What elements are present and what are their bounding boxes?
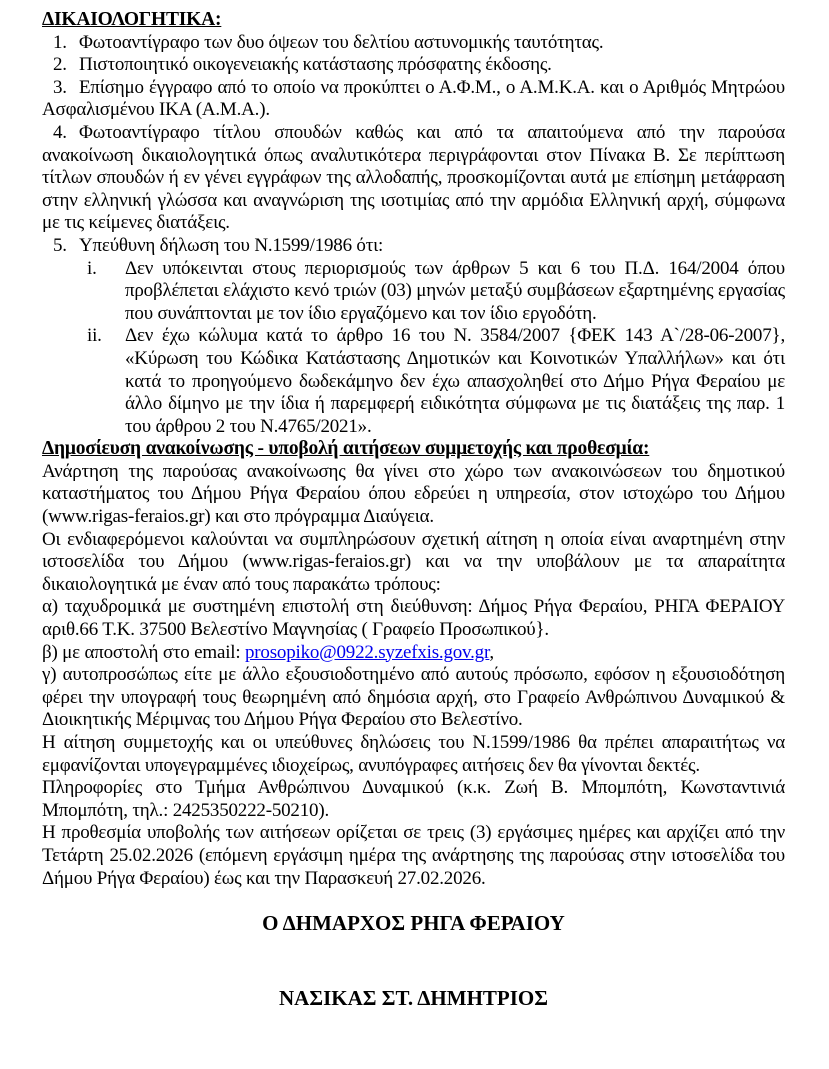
list-item-number: 3. (53, 76, 67, 98)
paragraph-application-instructions: Οι ενδιαφερόμενοι καλούνται να συμπληρώσουν σχετική αίτηση η οποία είναι αναρτημένη στην ιστοσελίδα του Δήμου (www.rigas-feraios.gr) και να την υποβάλουν με τα απαραίτητα δικαιολογητικά με έναν από τους παρακάτω τρόπους: (42, 528, 785, 595)
documents-section-heading (42, 9, 785, 32)
list-item-text: Φωτοαντίγραφο τίτλου σπουδών καθώς και από τα απαιτούμενα από την παρούσα ανακοίνωση δικαιολογητικά όπως αναλυτικότερα περιγράφονται στον Πίνακα Β. Σε περίπτωση τίτλων σπουδών ή εν γένει εγγράφων της αλλοδαπής, προσκομίζονται αυτά με επίσημη μετάφραση στην ελληνική γλώσσα και αναγνώριση της ισοτιμίας από την αρμόδια Ελληνική αρχή, σύμφωνα με τις κείμενες διατάξεις. (42, 121, 785, 234)
required-doc-item-4 (42, 122, 785, 235)
submission-method-c: γ) αυτοπροσώπως είτε με άλλο εξουσιοδοτημένο από αυτούς πρόσωπο, εφόσον η εξουσιοδότηση φέρει την υπογραφή τους θεωρημένη από δημόσια αρχή, στο Γραφείο Ανθρώπινου Δυναμικού & Διοικητικής Μέριμνας του Δήμου Ρήγα Φεραίου στο Βελεστίνο. (42, 664, 785, 731)
method-b-suffix: , (489, 641, 494, 663)
roman-list-marker: ii. (87, 325, 102, 347)
declaration-item-i (42, 258, 785, 326)
list-item-number: 1. (53, 31, 67, 53)
publication-section-heading-text: Δημοσίευση ανακοίνωσης - υποβολή αιτήσεων συμμετοχής και προθεσμία: (42, 438, 650, 460)
email-link[interactable]: prosopiko@0922.syzefxis.gov.gr (244, 641, 490, 663)
paragraph-signature-requirement: Η αίτηση συμμετοχής και οι υπεύθυνες δηλώσεις του Ν.1599/1986 θα πρέπει απαραιτήτως να εμφανίζονται υπογεγραμμένες ιδιοχείρως, ανυπόγραφες αιτήσεις δεν θα γίνονται δεκτές. (42, 732, 785, 776)
signature-title: Ο ΔΗΜΑΡΧΟΣ ΡΗΓΑ ΦΕΡΑΙΟΥ (262, 911, 565, 936)
signature-name: ΝΑΣΙΚΑΣ ΣΤ. ΔΗΜΗΤΡΙΟΣ (279, 985, 548, 1010)
required-doc-item-2 (42, 54, 785, 77)
publication-section-heading (42, 438, 785, 461)
submission-method-a: α) ταχυδρομικά με συστημένη επιστολή στη διεύθυνση: Δήμος Ρήγα Φεραίου, ΡΗΓΑ ΦΕΡΑΙΟΥ αριθ.66 Τ.Κ. 37500 Βελεστίνο Μαγνησίας ( Γραφείο Προσωπικού}. (42, 596, 785, 641)
declaration-text: Δεν υπόκεινται στους περιορισμούς των άρθρων 5 και 6 του Π.Δ. 164/2004 όπου προβλέπεται ελάχιστο κενό τριών (03) μηνών μεταξύ συμβάσεων εξαρτημένης εργασίας που συνάπτονται με τον ίδιο εργαζόμενο και τον ίδιο εργοδότη. (125, 257, 785, 324)
method-b-prefix: β) με αποστολή στο email: (42, 641, 245, 663)
paragraph-deadline: Η προθεσμία υποβολής των αιτήσεων ορίζεται σε τρεις (3) εργάσιμες ημέρες και αρχίζει από την Τετάρτη 25.02.2026 (επόμενη εργάσιμη ημέρα της ανάρτησης της παρούσας στην ιστοσελίδα του Δήμου Ρήγα Φεραίου) έως και την Παρασκευή 27.02.2026. (42, 822, 785, 889)
list-item-text: Πιστοποιητικό οικογενειακής κατάστασης πρόσφατης έκδοσης. (79, 54, 552, 76)
required-doc-item-3 (42, 77, 785, 122)
paragraph-announcement-posting: Ανάρτηση της παρούσας ανακοίνωσης θα γίνει στο χώρο των ανακοινώσεων του δημοτικού καταστήματος του Δήμου Ρήγα Φεραίου όπου εδρεύει η υπηρεσία, στον ιστοχώρο του Δήμου (www.rigas-feraios.gr) και στο πρόγραμμα Διαύγεια. (42, 460, 785, 528)
list-item-number: 4. (53, 121, 67, 143)
declaration-text: Δεν έχω κώλυμα κατά το άρθρο 16 του Ν. 3584/2007 {ΦΕΚ 143 Α`/28-06-2007}, «Κύρωση του Κώδικα Κατάστασης Δημοτικών και Κοινοτικών Υπαλλήλων» και ότι κατά το προηγούμενο δωδεκάμηνο δεν έχω απασχοληθεί στο Δήμο Ρήγα Φεραίου με άλλο δίμηνο με την ίδια ή παρεμφερή ειδικότητα σύμφωνα με τις διατάξεις της παρ. 1 του άρθρου 2 του Ν.4765/2021». (125, 325, 785, 437)
roman-list-marker: i. (87, 257, 97, 279)
required-doc-item-1 (42, 32, 785, 55)
paragraph-contact-info: Πληροφορίες στο Τμήμα Ανθρώπινου Δυναμικού (κ.κ. Ζωή Β. Μπομπότη, Κωνσταντινιά Μπομπότη, τηλ.: 2425350222-50210). (42, 777, 785, 821)
documents-section-heading-text: ΔΙΚΑΙΟΛΟΓΗΤΙΚΑ: (42, 9, 222, 30)
list-item-text: Υπεύθυνη δήλωση του Ν.1599/1986 ότι: (79, 234, 384, 256)
submission-method-b (42, 642, 785, 665)
list-item-number: 2. (53, 54, 67, 76)
list-item-text: Φωτοαντίγραφο των δυο όψεων του δελτίου αστυνομικής ταυτότητας. (79, 31, 604, 53)
list-item-text: Επίσημο έγγραφο από το οποίο να προκύπτει ο Α.Φ.Μ., ο Α.Μ.Κ.Α. και ο Αριθμός Μητρώου Ασφαλισμένου ΙΚΑ (Α.Μ.Α.). (42, 76, 785, 121)
declaration-item-ii (42, 325, 785, 438)
list-item-number: 5. (53, 234, 67, 256)
required-doc-item-5 (42, 235, 785, 258)
